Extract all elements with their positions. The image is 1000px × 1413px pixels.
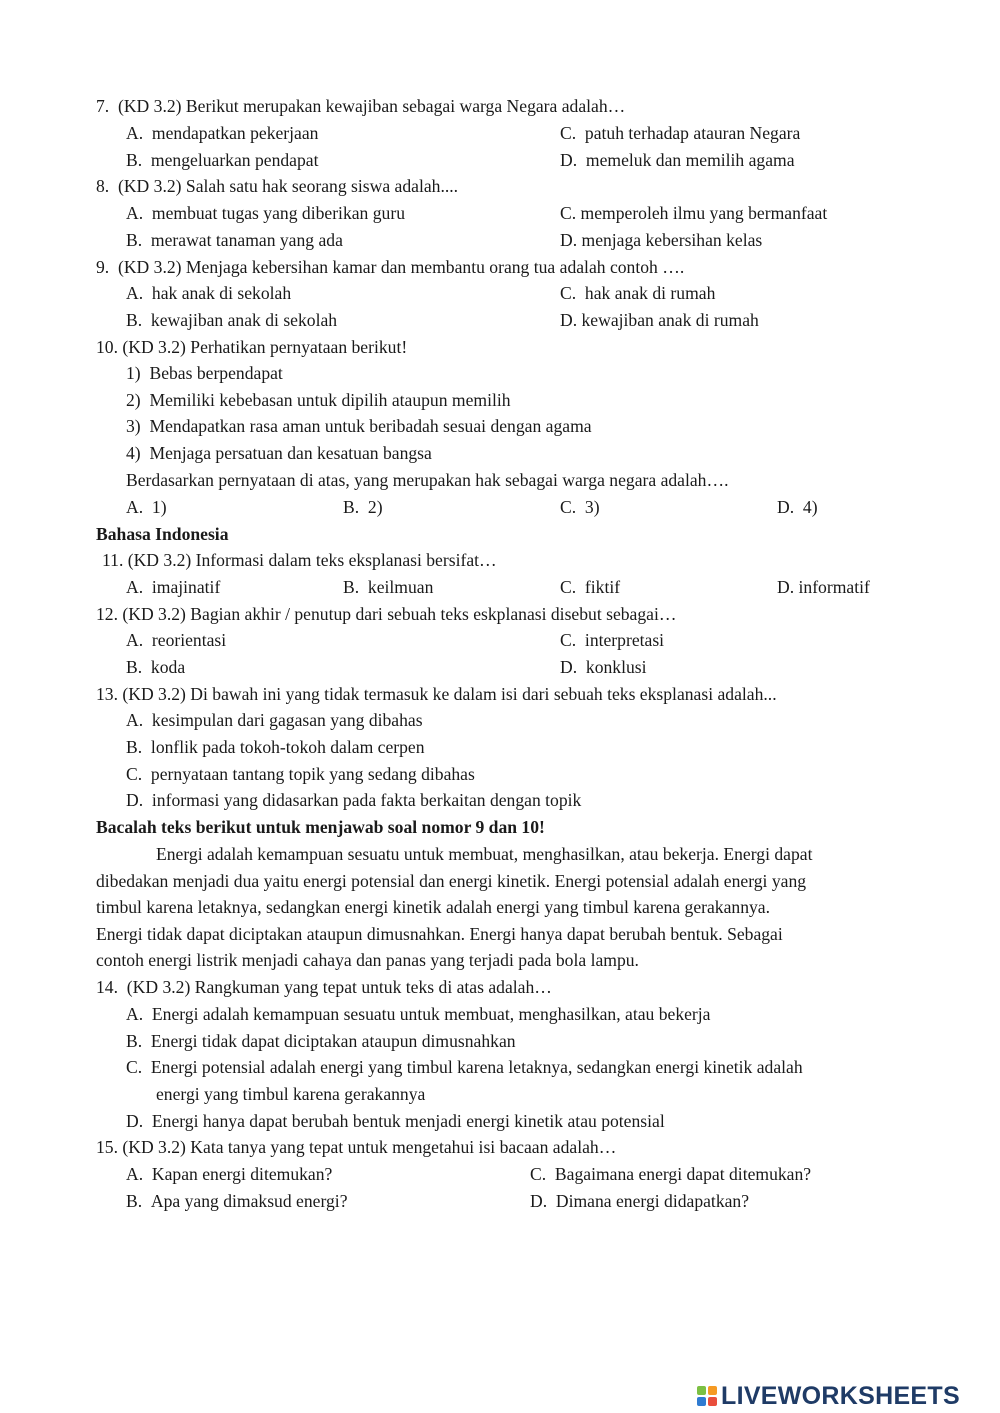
question-10-stem: 10. (KD 3.2) Perhatikan pernyataan berikut! (96, 337, 408, 357)
reading-passage (96, 841, 905, 974)
q8-option-a[interactable]: A. membuat tugas yang diberikan guru (126, 203, 405, 223)
question-12-stem: 12. (KD 3.2) Bagian akhir / penutup dari sebuah teks eskplanasi disebut sebagai… (96, 604, 677, 624)
q10-option-a[interactable]: A. 1) (126, 497, 167, 517)
q13-option-b[interactable]: B. lonflik pada tokoh-tokoh dalam cerpen (126, 737, 425, 757)
q9-option-a[interactable]: A. hak anak di sekolah (126, 283, 292, 303)
q12-option-d[interactable]: D. konklusi (560, 657, 647, 677)
q14-option-b[interactable]: B. Energi tidak dapat diciptakan ataupun dimusnahkan (126, 1031, 516, 1051)
passage-line-1: Energi adalah kemampuan sesuatu untuk membuat, menghasilkan, atau bekerja. Energi dapat (156, 844, 813, 864)
reading-instruction: Bacalah teks berikut untuk menjawab soal nomor 9 dan 10! (96, 817, 545, 837)
q12-option-a[interactable]: A. reorientasi (126, 630, 227, 650)
q10-statement-3: 3) Mendapatkan rasa aman untuk beribadah sesuai dengan agama (126, 416, 592, 436)
q10-question: Berdasarkan pernyataan di atas, yang merupakan hak sebagai warga negara adalah…. (126, 470, 729, 490)
passage-line-5: contoh energi listrik menjadi cahaya dan panas yang terjadi pada bola lampu. (96, 950, 639, 971)
q14-option-c[interactable]: C. Energi potensial adalah energi yang timbul karena letaknya, sedangkan energi kinetik adalah (126, 1057, 803, 1077)
question-9-stem: 9. (KD 3.2) Menjaga kebersihan kamar dan membantu orang tua adalah contoh …. (96, 257, 685, 277)
q12-option-c[interactable]: C. interpretasi (560, 630, 665, 650)
q14-option-c-continued[interactable]: energi yang timbul karena gerakannya (156, 1084, 426, 1104)
passage-line-2: dibedakan menjadi dua yaitu energi potensial dan energi kinetik. Energi potensial adalah energi yang (96, 870, 807, 891)
q8-option-b[interactable]: B. merawat tanaman yang ada (126, 230, 343, 250)
question-11-stem: 11. (KD 3.2) Informasi dalam teks eksplanasi bersifat… (102, 550, 497, 570)
q10-option-d[interactable]: D. 4) (777, 497, 818, 517)
q14-option-a[interactable]: A. Energi adalah kemampuan sesuatu untuk membuat, menghasilkan, atau bekerja (126, 1004, 711, 1024)
q7-option-b[interactable]: B. mengeluarkan pendapat (126, 150, 319, 170)
q7-option-c[interactable]: C. patuh terhadap atauran Negara (560, 123, 801, 143)
q13-option-d[interactable]: D. informasi yang didasarkan pada fakta berkaitan dengan topik (126, 790, 582, 810)
q15-option-a[interactable]: A. Kapan energi ditemukan? (126, 1164, 333, 1184)
q10-statement-1: 1) Bebas berpendapat (126, 363, 283, 383)
q9-option-c[interactable]: C. hak anak di rumah (560, 283, 716, 303)
q11-option-b[interactable]: B. keilmuan (343, 577, 434, 597)
liveworksheets-watermark (697, 1380, 960, 1412)
question-15-stem: 15. (KD 3.2) Kata tanya yang tepat untuk mengetahui isi bacaan adalah… (96, 1137, 617, 1157)
q11-option-a[interactable]: A. imajinatif (126, 577, 221, 597)
q10-statement-4: 4) Menjaga persatuan dan kesatuan bangsa (126, 443, 432, 463)
section-heading-bahasa-indonesia: Bahasa Indonesia (96, 524, 229, 544)
passage-line-4: Energi tidak dapat diciptakan ataupun dimusnahkan. Energi hanya dapat berubah bentuk. Sebagai (96, 923, 783, 944)
liveworksheets-logo-icon (697, 1386, 717, 1406)
question-7-stem: 7. (KD 3.2) Berikut merupakan kewajiban sebagai warga Negara adalah… (96, 96, 626, 116)
q7-option-d[interactable]: D. memeluk dan memilih agama (560, 150, 795, 170)
q8-option-d[interactable]: D. menjaga kebersihan kelas (560, 230, 763, 250)
q13-option-c[interactable]: C. pernyataan tantang topik yang sedang dibahas (126, 764, 475, 784)
passage-line-3: timbul karena letaknya, sedangkan energi kinetik adalah energi yang timbul karena gerakannya. (96, 897, 771, 918)
q11-option-c[interactable]: C. fiktif (560, 577, 621, 597)
q13-option-a[interactable]: A. kesimpulan dari gagasan yang dibahas (126, 710, 423, 730)
q15-option-d[interactable]: D. Dimana energi didapatkan? (530, 1191, 750, 1211)
liveworksheets-logo-text: LIVEWORKSHEETS (721, 1381, 960, 1410)
q14-option-d[interactable]: D. Energi hanya dapat berubah bentuk menjadi energi kinetik atau potensial (126, 1111, 665, 1131)
q7-option-a[interactable]: A. mendapatkan pekerjaan (126, 123, 319, 143)
q12-option-b[interactable]: B. koda (126, 657, 186, 677)
q15-option-b[interactable]: B. Apa yang dimaksud energi? (126, 1191, 348, 1211)
q11-option-d[interactable]: D. informatif (777, 577, 870, 597)
question-8-stem: 8. (KD 3.2) Salah satu hak seorang siswa adalah.... (96, 176, 459, 196)
q8-option-c[interactable]: C. memperoleh ilmu yang bermanfaat (560, 203, 828, 223)
q10-statement-2: 2) Memiliki kebebasan untuk dipilih ataupun memilih (126, 390, 511, 410)
question-14-stem: 14. (KD 3.2) Rangkuman yang tepat untuk teks di atas adalah… (96, 977, 552, 997)
q9-option-b[interactable]: B. kewajiban anak di sekolah (126, 310, 338, 330)
q15-option-c[interactable]: C. Bagaimana energi dapat ditemukan? (530, 1164, 812, 1184)
question-13-stem: 13. (KD 3.2) Di bawah ini yang tidak termasuk ke dalam isi dari sebuah teks eksplanasi adalah... (96, 684, 777, 704)
q9-option-d[interactable]: D. kewajiban anak di rumah (560, 310, 759, 330)
q10-option-c[interactable]: C. 3) (560, 497, 600, 517)
q10-option-b[interactable]: B. 2) (343, 497, 383, 517)
